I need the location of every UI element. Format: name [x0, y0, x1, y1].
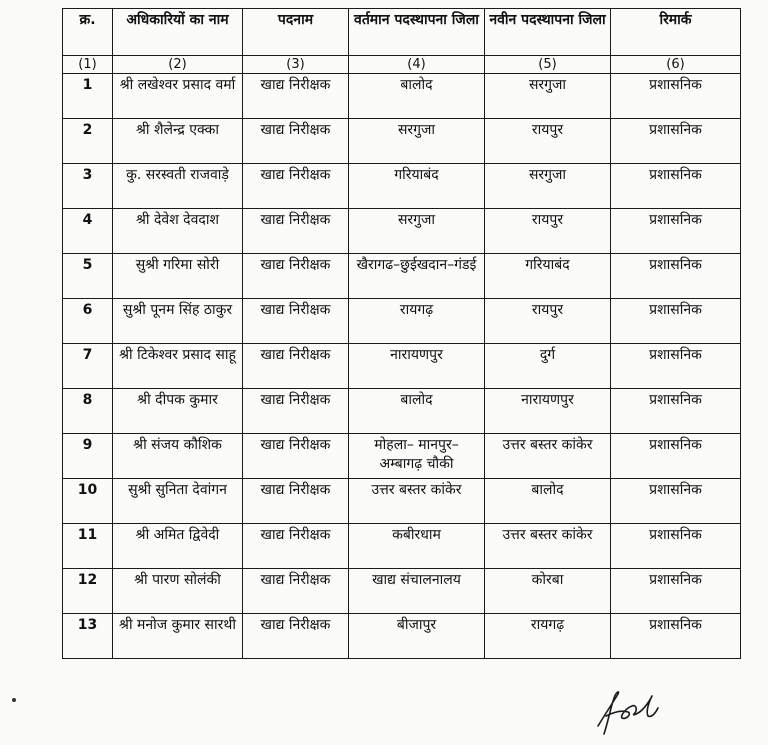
row-serial: 7	[63, 344, 113, 389]
row-designation: खाद्य निरीक्षक	[243, 254, 349, 299]
row-current-district: उत्तर बस्तर कांकेर	[349, 479, 485, 524]
row-designation: खाद्य निरीक्षक	[243, 299, 349, 344]
table-row	[63, 344, 741, 389]
row-remark: प्रशासनिक	[611, 164, 741, 209]
table-row	[63, 254, 741, 299]
table-row	[63, 434, 741, 479]
row-new-district: कोरबा	[485, 569, 611, 614]
row-serial: 1	[63, 74, 113, 119]
row-designation: खाद्य निरीक्षक	[243, 479, 349, 524]
row-new-district: दुर्ग	[485, 344, 611, 389]
row-officer-name: सुश्री सुनिता देवांगन	[113, 479, 243, 524]
row-current-district: सरगुजा	[349, 209, 485, 254]
table-row	[63, 299, 741, 344]
row-officer-name: श्री अमित द्विवेदी	[113, 524, 243, 569]
row-designation: खाद्य निरीक्षक	[243, 524, 349, 569]
row-officer-name: श्री लखेश्वर प्रसाद वर्मा	[113, 74, 243, 119]
row-officer-name: श्री मनोज कुमार सारथी	[113, 614, 243, 659]
row-designation: खाद्य निरीक्षक	[243, 344, 349, 389]
row-new-district: रायपुर	[485, 299, 611, 344]
row-officer-name: श्री पारण सोलंकी	[113, 569, 243, 614]
row-current-district: बालोद	[349, 74, 485, 119]
row-remark: प्रशासनिक	[611, 479, 741, 524]
table-row	[63, 74, 741, 119]
row-remark: प्रशासनिक	[611, 389, 741, 434]
table-row	[63, 389, 741, 434]
header-designation: पदनाम	[243, 9, 349, 56]
row-new-district: बालोद	[485, 479, 611, 524]
table-header-row	[63, 9, 741, 56]
table-row	[63, 569, 741, 614]
row-serial: 8	[63, 389, 113, 434]
row-designation: खाद्य निरीक्षक	[243, 74, 349, 119]
table-row	[63, 164, 741, 209]
row-remark: प्रशासनिक	[611, 569, 741, 614]
row-current-district: नारायणपुर	[349, 344, 485, 389]
table-row	[63, 614, 741, 659]
row-remark: प्रशासनिक	[611, 74, 741, 119]
row-officer-name: श्री संजय कौशिक	[113, 434, 243, 479]
column-number: (5)	[485, 56, 611, 74]
row-designation: खाद्य निरीक्षक	[243, 119, 349, 164]
row-new-district: नारायणपुर	[485, 389, 611, 434]
row-officer-name: सुश्री पूनम सिंह ठाकुर	[113, 299, 243, 344]
row-officer-name: श्री शैलेन्द्र एक्का	[113, 119, 243, 164]
row-remark: प्रशासनिक	[611, 119, 741, 164]
row-serial: 9	[63, 434, 113, 479]
table-row	[63, 524, 741, 569]
row-serial: 5	[63, 254, 113, 299]
row-current-district: खैरागढ–छुईखदान–गंडई	[349, 254, 485, 299]
row-designation: खाद्य निरीक्षक	[243, 164, 349, 209]
header-officer-name: अधिकारियों का नाम	[113, 9, 243, 56]
table-row	[63, 119, 741, 164]
row-current-district: मोहला– मानपुर– अम्बागढ़ चौकी	[349, 434, 485, 479]
header-current-district: वर्तमान पदस्थापना जिला	[349, 9, 485, 56]
row-remark: प्रशासनिक	[611, 614, 741, 659]
row-new-district: उत्तर बस्तर कांकेर	[485, 524, 611, 569]
row-officer-name: सुश्री गरिमा सोरी	[113, 254, 243, 299]
header-new-district: नवीन पदस्थापना जिला	[485, 9, 611, 56]
row-serial: 13	[63, 614, 113, 659]
row-remark: प्रशासनिक	[611, 344, 741, 389]
column-number: (2)	[113, 56, 243, 74]
header-serial: क्र.	[63, 9, 113, 56]
row-serial: 2	[63, 119, 113, 164]
row-remark: प्रशासनिक	[611, 434, 741, 479]
row-new-district: रायपुर	[485, 209, 611, 254]
row-designation: खाद्य निरीक्षक	[243, 209, 349, 254]
row-new-district: उत्तर बस्तर कांकेर	[485, 434, 611, 479]
row-new-district: गरियाबंद	[485, 254, 611, 299]
row-designation: खाद्य निरीक्षक	[243, 569, 349, 614]
row-officer-name: श्री देवेश देवदाश	[113, 209, 243, 254]
row-current-district: कबीरधाम	[349, 524, 485, 569]
row-new-district: रायगढ़	[485, 614, 611, 659]
row-new-district: सरगुजा	[485, 74, 611, 119]
row-remark: प्रशासनिक	[611, 254, 741, 299]
column-number: (6)	[611, 56, 741, 74]
row-officer-name: श्री दीपक कुमार	[113, 389, 243, 434]
row-current-district: रायगढ़	[349, 299, 485, 344]
row-serial: 11	[63, 524, 113, 569]
header-remark: रिमार्क	[611, 9, 741, 56]
row-current-district: बालोद	[349, 389, 485, 434]
row-officer-name: श्री टिकेश्वर प्रसाद साहू	[113, 344, 243, 389]
column-number: (1)	[63, 56, 113, 74]
row-remark: प्रशासनिक	[611, 524, 741, 569]
table-row	[63, 479, 741, 524]
row-serial: 4	[63, 209, 113, 254]
column-number: (3)	[243, 56, 349, 74]
row-serial: 10	[63, 479, 113, 524]
row-current-district: गरियाबंद	[349, 164, 485, 209]
handwritten-signature-icon	[592, 686, 682, 738]
stray-ink-dot	[12, 698, 16, 702]
row-serial: 12	[63, 569, 113, 614]
row-remark: प्रशासनिक	[611, 299, 741, 344]
row-current-district: सरगुजा	[349, 119, 485, 164]
row-designation: खाद्य निरीक्षक	[243, 614, 349, 659]
column-number: (4)	[349, 56, 485, 74]
row-new-district: सरगुजा	[485, 164, 611, 209]
row-officer-name: कु. सरस्वती राजवाड़े	[113, 164, 243, 209]
row-remark: प्रशासनिक	[611, 209, 741, 254]
column-number-row	[63, 56, 741, 74]
row-designation: खाद्य निरीक्षक	[243, 389, 349, 434]
row-current-district: खाद्य संचालनालय	[349, 569, 485, 614]
row-current-district: बीजापुर	[349, 614, 485, 659]
table-row	[63, 209, 741, 254]
row-new-district: रायपुर	[485, 119, 611, 164]
transfer-order-table	[62, 8, 741, 659]
row-serial: 3	[63, 164, 113, 209]
row-serial: 6	[63, 299, 113, 344]
row-designation: खाद्य निरीक्षक	[243, 434, 349, 479]
